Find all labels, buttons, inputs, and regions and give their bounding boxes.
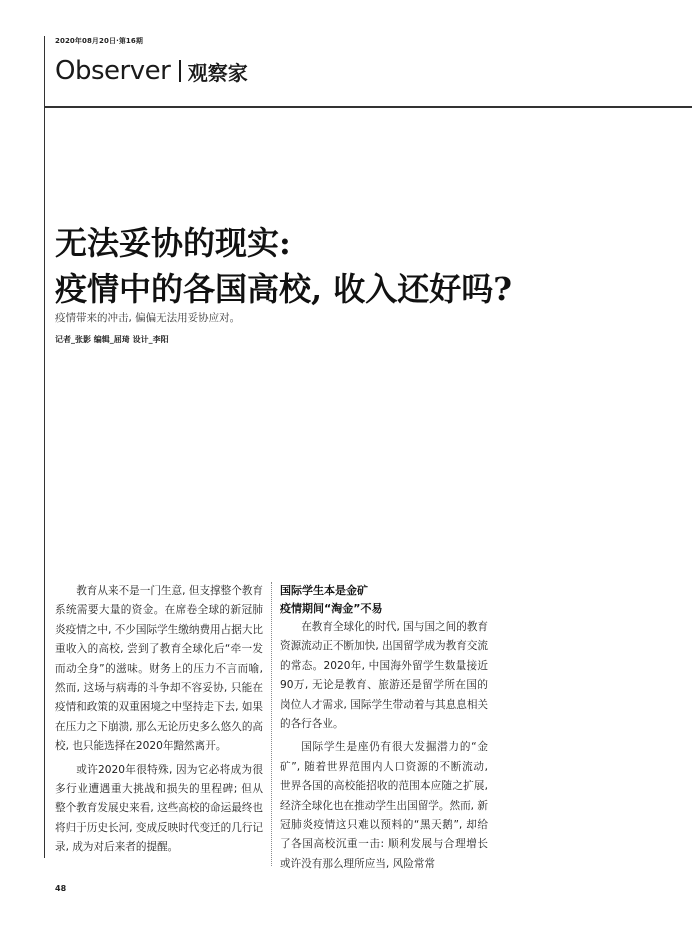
section-subhead-line-2: 疫情期间“淘金”不易: [280, 602, 383, 615]
issue-info: 2020年08月20日·第16期: [55, 37, 143, 45]
article-byline: 记者_张影 编辑_屈琦 设计_李阳: [55, 335, 169, 344]
article-deck: 疫情带来的冲击, 偏偏无法用妥协应对。: [55, 312, 241, 324]
masthead-english: Observer: [55, 56, 171, 86]
left-margin-rule: [44, 36, 45, 858]
section-subhead-line-1: 国际学生本是金矿: [280, 584, 368, 597]
headline-line-2: 疫情中的各国高校, 收入还好吗?: [55, 270, 513, 308]
headline-line-1: 无法妥协的现实:: [55, 224, 291, 262]
body-paragraph: 在教育全球化的时代, 国与国之间的教育资源流动正不断加快, 出国留学成为教育交流的常态。2020年, 中国海外留学生数量接近90万, 无论是教育、旅游还是留学所在国的岗位人才需求, 国际学生带动着与其息息相关的各行各业。: [280, 621, 489, 731]
body-column-right: [280, 582, 488, 878]
page-number: 48: [55, 884, 67, 893]
article-headline: [55, 220, 655, 312]
body-column-left: [55, 582, 263, 862]
masthead-chinese: 观察家: [187, 60, 248, 85]
body-paragraph: 国际学生是座仍有很大发掘潜力的“金矿”, 随着世界范围内人口资源的不断流动, 世界各国的高校能招收的范围本应随之扩展, 经济全球化也在推动学生出国留学。然而, 新冠肺炎疫情这只难以预料的“黑天鹅”, 却给了各国高校沉重一击: 顺利发展与合理增长或许没有那么理所应当, 风险常常: [280, 741, 489, 870]
body-paragraph: 或许2020年很特殊, 因为它必将成为很多行业遭遇重大挑战和损失的里程碑; 但从整个教育发展史来看, 这些高校的命运最终也将归于历史长河, 变成反映时代变迁的几行记录, 成为对后来者的提醒。: [55, 763, 264, 854]
column-divider: [271, 582, 272, 866]
header-rule: [44, 106, 692, 108]
body-paragraph: 教育从来不是一门生意, 但支撑整个教育系统需要大量的资金。在席卷全球的新冠肺炎疫情之中, 不少国际学生缴纳费用占据大比重收入的高校, 尝到了教育全球化后“牵一发而动全身”的滋味。财务上的压力不言而喻, 然而, 这场与病毒的斗争却不容妥协, 只能在疫情和政策的双重困境之中坚持走下去, 如果在压力之下崩溃, 那么无论历史多么悠久的高校, 也只能选择在2020年黯然离开。: [55, 585, 264, 753]
masthead: [55, 54, 248, 88]
masthead-separator: [179, 60, 181, 82]
